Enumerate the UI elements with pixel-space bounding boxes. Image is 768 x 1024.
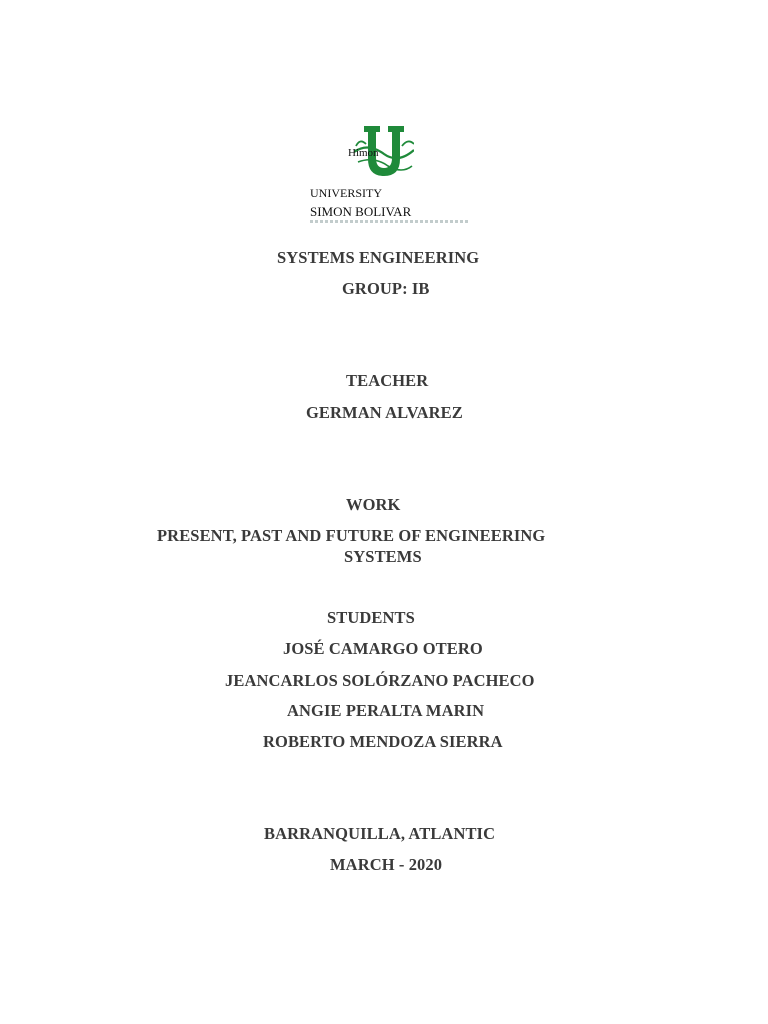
logo-university-text: UNIVERSITY [310, 186, 382, 200]
student-name: ROBERTO MENDOZA SIERRA [263, 732, 503, 751]
date: MARCH - 2020 [330, 855, 443, 874]
students-label: STUDENTS [327, 608, 415, 627]
location: BARRANQUILLA, ATLANTIC [264, 824, 496, 843]
student-name: JEANCARLOS SOLÓRZANO PACHECO [225, 671, 535, 690]
teacher-name: GERMAN ALVAREZ [306, 403, 463, 422]
program-name: SYSTEMS ENGINEERING [277, 248, 480, 267]
university-logo [300, 122, 475, 230]
work-title-line-2: SYSTEMS [344, 547, 422, 566]
teacher-label: TEACHER [346, 371, 429, 390]
work-title-line-1: PRESENT, PAST AND FUTURE OF ENGINEERING [157, 526, 546, 545]
group-label: GROUP: IB [342, 279, 430, 298]
logo-simon-bolivar-text: SIMON BOLIVAR [310, 204, 412, 219]
student-name: ANGIE PERALTA MARIN [287, 701, 485, 720]
work-label: WORK [346, 495, 401, 514]
logo-tagline-strip [310, 220, 468, 223]
student-name: JOSÉ CAMARGO OTERO [283, 639, 483, 658]
logo-script-text: Himon [348, 147, 379, 159]
